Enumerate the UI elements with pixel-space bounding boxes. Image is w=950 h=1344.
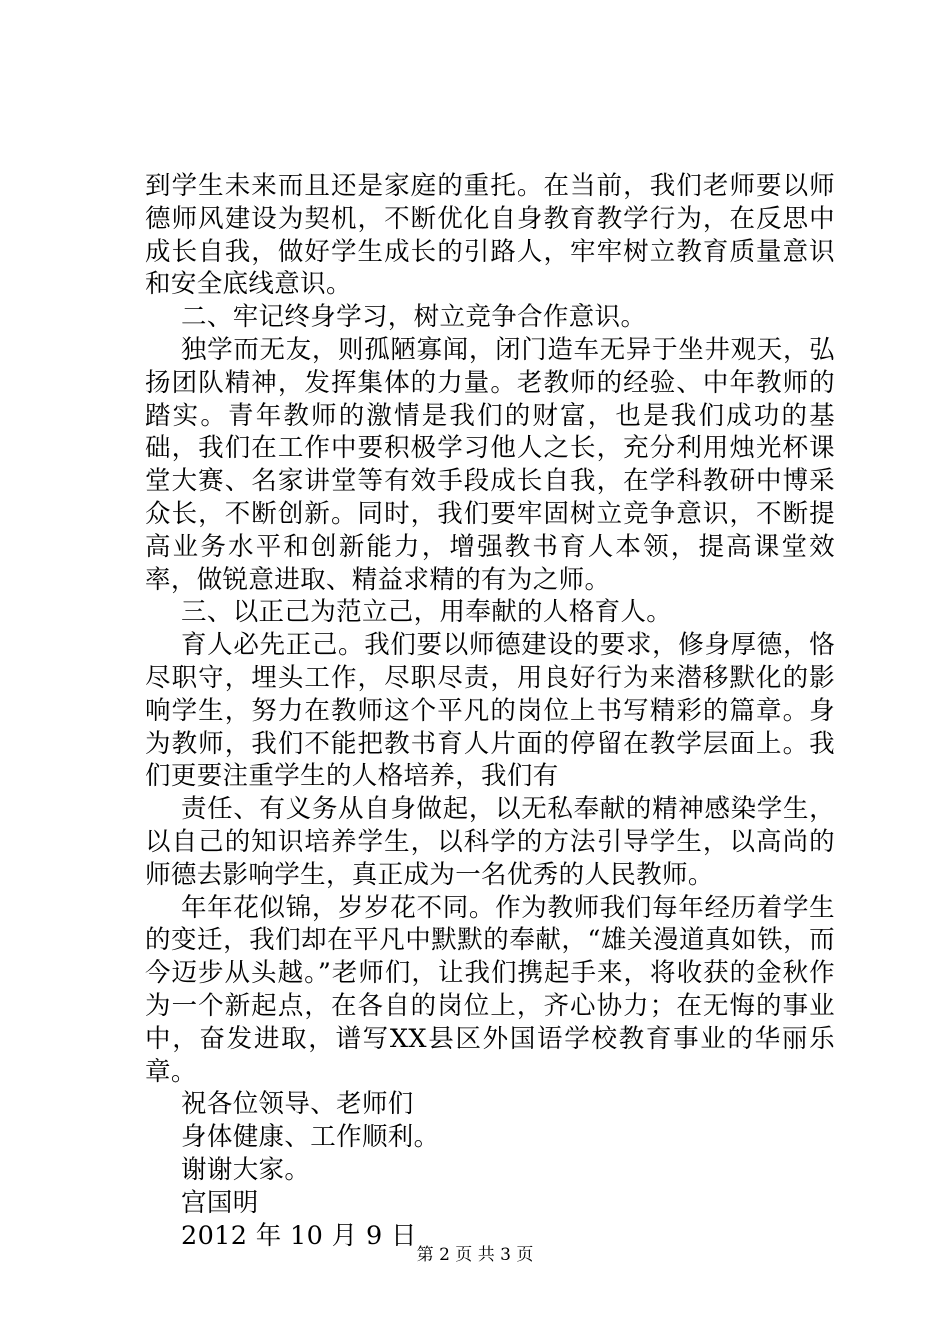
paragraph-learning: 独学而无友，则孤陋寡闻，闭门造车无异于坐井观天，弘扬团队精神，发挥集体的力量。老教师的经验、中年教师的踏实。青年教师的激情是我们的财富，也是我们成功的基础，我们在工作中要积极学习他人之长，充分利用烛光杯课堂大赛、名家讲堂等有效手段成长自我，在学科教研中博采众长，不断创新。同时，我们要牢固树立竞争意识，不断提高业务水平和创新能力，增强教书育人本领，提高课堂效率，做锐意进取、精益求精的有为之师。 bbox=[145, 334, 835, 595]
date: 2012 年 10 月 9 日 bbox=[181, 1220, 417, 1251]
signature: 宫国明 bbox=[181, 1187, 259, 1218]
closing-wish-line-2: 身体健康、工作顺利。 bbox=[181, 1122, 440, 1153]
paragraph-continuation: 到学生未来而且还是家庭的重托。在当前，我们老师要以师德师风建设为契机，不断优化自身教育教学行为，在反思中成长自我，做好学生成长的引路人，牢牢树立教育质量意识和安全底线意识。 bbox=[145, 171, 835, 300]
paragraph-responsibility: 责任、有义务从自身做起，以无私奉献的精神感染学生，以自己的知识培养学生，以科学的方法引导学生，以高尚的师德去影响学生，真正成为一名优秀的人民教师。 bbox=[145, 794, 835, 890]
paragraph-ethics: 育人必先正己。我们要以师德建设的要求，修身厚德，恪尽职守，埋头工作，尽职尽责，用良好行为来潜移默化的影响学生，努力在教师这个平凡的岗位上书写精彩的篇章。身为教师，我们不能把教书育人片面的停留在教学层面上。我们更要注重学生的人格培养，我们有 bbox=[145, 630, 835, 792]
section-heading-3: 三、以正己为范立己，用奉献的人格育人。 bbox=[181, 597, 673, 628]
closing-thanks: 谢谢大家。 bbox=[181, 1154, 311, 1185]
closing-wish-line-1: 祝各位领导、老师们 bbox=[181, 1089, 414, 1120]
document-body bbox=[145, 170, 835, 1252]
page-footer bbox=[0, 1244, 950, 1266]
paragraph-conclusion: 年年花似锦，岁岁花不同。作为教师我们每年经历着学生的变迁，我们却在平凡中默默的奉献，“雄关漫道真如铁，而今迈步从头越。”老师们，让我们携起手来，将收获的金秋作为一个新起点，在各自的岗位上，齐心协力；在无悔的事业中，奋发进取，谱写XX县区外国语学校教育事业的华丽乐章。 bbox=[145, 892, 835, 1087]
page-indicator: 第 2 页 共 3 页 bbox=[416, 1245, 534, 1265]
section-heading-2: 二、牢记终身学习，树立竞争合作意识。 bbox=[181, 302, 647, 333]
